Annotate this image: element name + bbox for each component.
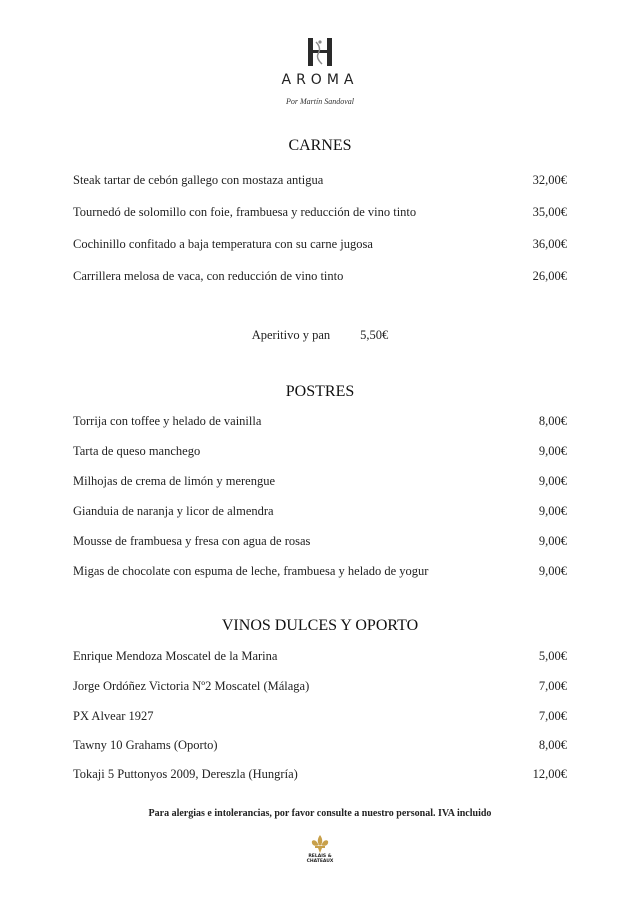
menu-item-name: Cochinillo confitado a baja temperatura con su carne jugosa bbox=[73, 237, 373, 251]
menu-item-name: PX Alvear 1927 bbox=[73, 709, 154, 723]
menu-item-price: 32,00€ bbox=[532, 173, 567, 187]
badge-line-1: RELAIS & bbox=[308, 854, 332, 859]
menu-item-name: Mousse de frambuesa y fresa con agua de rosas bbox=[73, 534, 311, 548]
menu-item-price: 8,00€ bbox=[538, 738, 567, 752]
menu-item-price: 36,00€ bbox=[532, 237, 567, 251]
menu-item-price: 12,00€ bbox=[532, 767, 567, 781]
fleur-de-lis-icon bbox=[309, 834, 331, 854]
brand-name: AROMA bbox=[281, 72, 359, 88]
brand-tagline: Por Martín Sandoval bbox=[286, 97, 354, 106]
aperitivo-line bbox=[0, 328, 640, 343]
relais-chateaux-badge bbox=[0, 834, 640, 864]
menu-item-price: 7,00€ bbox=[538, 709, 567, 723]
menu-item-name: Tournedó de solomillo con foie, frambuesa y reducción de vino tinto bbox=[73, 205, 417, 219]
menu-item-price: 9,00€ bbox=[538, 504, 567, 518]
section-title-vinos: VINOS DULCES Y OPORTO bbox=[221, 617, 419, 634]
menu-item-price: 7,00€ bbox=[538, 679, 567, 693]
menu-item-name: Tokaji 5 Puttonyos 2009, Dereszla (Hungría) bbox=[73, 767, 298, 781]
menu-item-price: 9,00€ bbox=[538, 534, 567, 548]
menu-item-price: 9,00€ bbox=[538, 564, 567, 578]
menu-item-name: Carrillera melosa de vaca, con reducción de vino tinto bbox=[73, 269, 344, 283]
menu-item-price: 5,00€ bbox=[538, 649, 567, 663]
aperitivo-label: Aperitivo y pan bbox=[251, 328, 331, 342]
menu-item-price: 9,00€ bbox=[538, 474, 567, 488]
menu-item-name: Torrija con toffee y helado de vainilla bbox=[73, 414, 262, 428]
menu-item-name: Enrique Mendoza Moscatel de la Marina bbox=[73, 649, 278, 663]
menu-item-name: Tawny 10 Grahams (Oporto) bbox=[73, 738, 218, 752]
menu-item-price: 35,00€ bbox=[532, 205, 567, 219]
menu-item-name: Milhojas de crema de limón y merengue bbox=[73, 474, 276, 488]
menu-item-price: 9,00€ bbox=[538, 444, 567, 458]
menu-item-price: 8,00€ bbox=[538, 414, 567, 428]
menu-item-name: Jorge Ordóñez Victoria Nº2 Moscatel (Málaga) bbox=[73, 679, 310, 693]
badge-line-2: CHATEAUX bbox=[306, 859, 334, 864]
menu-item-name: Migas de chocolate con espuma de leche, frambuesa y helado de yogur bbox=[73, 564, 429, 578]
h-monogram-logo-icon bbox=[304, 36, 336, 68]
menu-item-price: 26,00€ bbox=[532, 269, 567, 283]
section-title-postres: POSTRES bbox=[285, 383, 355, 400]
menu-item-name: Tarta de queso manchego bbox=[73, 444, 201, 458]
aperitivo-price: 5,50€ bbox=[360, 328, 389, 342]
menu-item-name: Gianduia de naranja y licor de almendra bbox=[73, 504, 274, 518]
menu-item-name: Steak tartar de cebón gallego con mostaza antigua bbox=[73, 173, 324, 187]
brand-logo bbox=[0, 36, 640, 68]
section-title-carnes: CARNES bbox=[288, 137, 352, 154]
allergy-note: Para alergias e intolerancias, por favor consulte a nuestro personal. IVA incluido bbox=[148, 808, 492, 819]
